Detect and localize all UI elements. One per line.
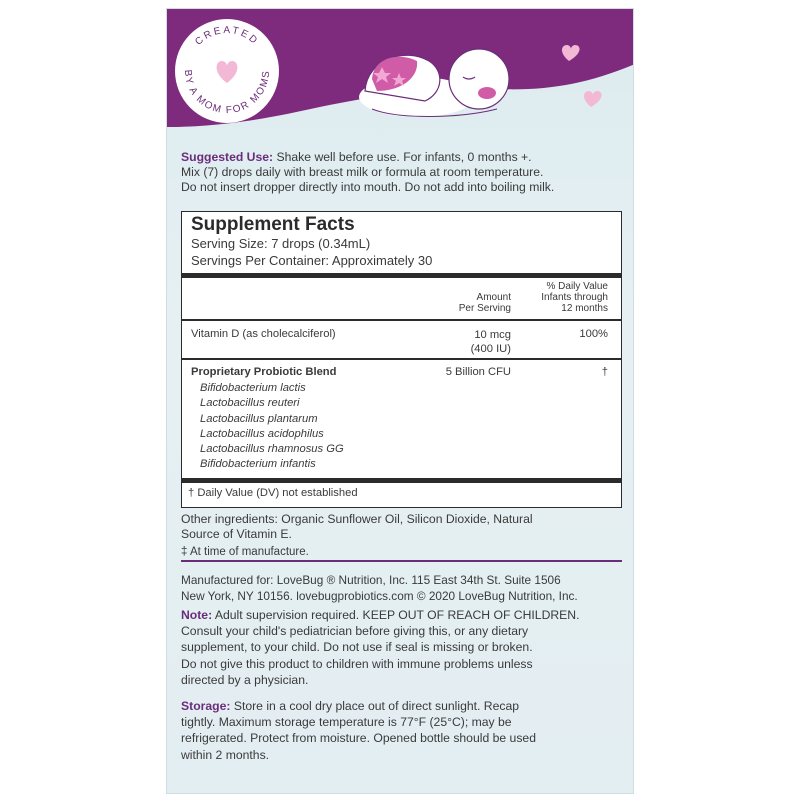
vitamin-d-name: Vitamin D (as cholecalciferol): [191, 328, 336, 340]
header-rule: [182, 319, 621, 321]
top-banner: [167, 9, 633, 134]
supplement-facts-title: Supplement Facts: [191, 214, 355, 235]
section-divider: [181, 560, 622, 562]
heart-icon: [584, 91, 602, 107]
probiotic-strain-list: [200, 381, 344, 473]
product-label-panel: [166, 8, 634, 794]
probiotic-blend-name: Proprietary Probiotic Blend: [191, 366, 337, 378]
probiotic-blend-amount: 5 Billion CFU: [445, 366, 511, 378]
banner-illustration: [167, 9, 634, 134]
note-section: Note: Adult supervision required. KEEP OUT OF REACH OF CHILDREN. Consult your child's pediatrician before giving this, or any dietary supplement, to your child. Do not use if seal is missing or broken. Do not give this product to children with immune problems unless directed by a physician.: [181, 608, 580, 687]
badge-top-text: CREATED: [193, 24, 261, 48]
dv-footnote: † Daily Value (DV) not established: [188, 487, 358, 499]
serving-size: Serving Size: 7 drops (0.34mL): [191, 236, 371, 251]
thick-rule: [182, 273, 621, 278]
manufacture-note: ‡ At time of manufacture.: [181, 546, 309, 558]
suggested-use-line: Shake well before use. For infants, 0 months +.: [276, 150, 532, 164]
list-item: Lactobacillus acidophilus: [200, 427, 324, 440]
other-ingredients: Other ingredients: Organic Sunflower Oil, Silicon Dioxide, Natural Source of Vitamin E. ‡ At time of manufacture.: [181, 512, 533, 558]
servings-per-container: Servings Per Container: Approximately 30: [191, 253, 433, 268]
supplement-facts-panel: [181, 211, 622, 508]
vitamin-d-dv: 100%: [579, 328, 608, 340]
daily-value-header: % Daily Value Infants through 12 months: [541, 281, 608, 314]
suggested-use-line: Do not insert dropper directly into mouth. Do not add into boiling milk.: [181, 180, 555, 194]
manufacturer-info: Manufactured for: LoveBug ® Nutrition, Inc. 115 East 34th St. Suite 1506 New York, NY 10156. lovebugprobiotics.com © 2020 LoveBug Nutrition, Inc.: [181, 573, 578, 603]
list-item: Lactobacillus plantarum: [200, 412, 318, 425]
badge-bottom-text: BY A MOM FOR MOMS: [181, 69, 273, 117]
storage-section: Storage: Store in a cool dry place out of direct sunlight. Recap tightly. Maximum storage temperature is 77°F (25°C); may be refrigerated. Protect from moisture. Opened bottle should be used within 2 months.: [181, 699, 536, 762]
list-item: Bifidobacterium infantis: [200, 458, 316, 471]
row-rule: [182, 358, 621, 360]
storage-label: Storage:: [181, 699, 231, 713]
list-item: Lactobacillus rhamnosus GG: [200, 443, 344, 456]
vitamin-d-amount: 10 mcg (400 IU): [470, 329, 511, 355]
list-item: Bifidobacterium lactis: [200, 382, 306, 394]
list-item: Lactobacillus reuteri: [200, 397, 300, 410]
thick-rule: [182, 478, 621, 483]
suggested-use: [181, 150, 554, 195]
note-label: Note:: [181, 608, 213, 622]
amount-header: Amount Per Serving: [458, 292, 511, 314]
suggested-use-label: Suggested Use:: [181, 150, 274, 164]
suggested-use-line: Mix (7) drops daily with breast milk or formula at room temperature.: [181, 165, 544, 179]
probiotic-blend-dv: †: [601, 366, 608, 378]
